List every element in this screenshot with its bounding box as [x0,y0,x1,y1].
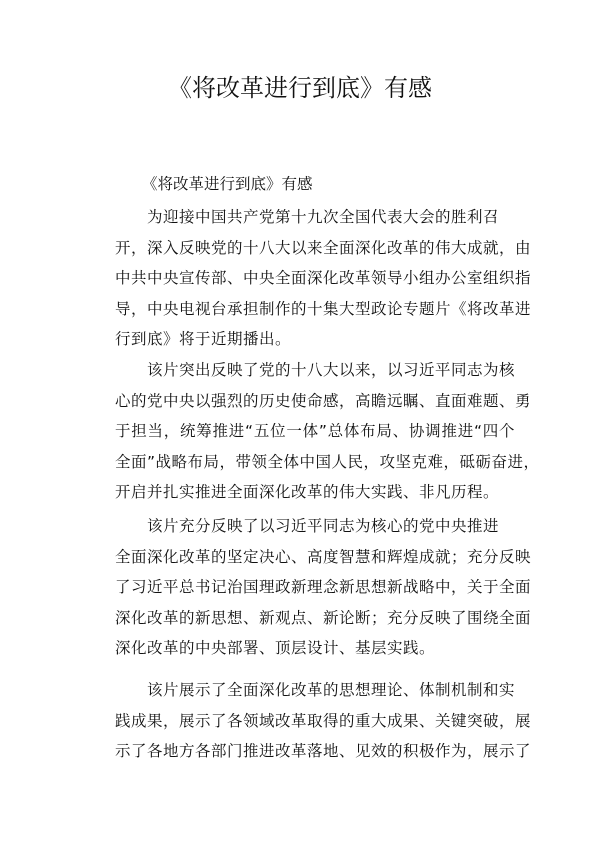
paragraph-line: 全面深化改革的坚定决心、高度智慧和辉煌成就；充分反映 [115,547,532,566]
document-subtitle: 《将改革进行到底》有感 [142,175,313,193]
paragraph-line: 开，深入反映党的十八大以来全面深化改革的伟大成就，由 [115,238,532,257]
paragraph-line: 全面”战略布局，带领全体中国人民，攻坚克难，砥砺奋进， [115,452,540,471]
paragraph-2 [115,355,540,508]
paragraph-line: 导，中央电视台承担制作的十集大型政论专题片《将改革进 [115,299,532,318]
paragraph-line: 了习近平总书记治国理政新理念新思想新战略中，关于全面 [115,578,532,596]
paragraph-line: 心的党中央以强烈的历史使命感，高瞻远瞩、直面难题、勇 [115,391,532,410]
paragraph-line: 该片展示了全面深化改革的思想理论、体制机制和实 [147,681,516,699]
paragraph-line: 该片突出反映了党的十八大以来，以习近平同志为核 [147,361,516,379]
paragraph-line: 为迎接中国共产党第十九次全国代表大会的胜利召 [147,208,500,226]
document-title: 《将改革进行到底》有感 [168,74,432,102]
paragraph-line: 中共中央宣传部、中央全面深化改革领导小组办公室组织指 [115,269,532,287]
paragraph-1 [115,202,532,355]
paragraph-line: 该片充分反映了以习近平同志为核心的党中央推进 [147,517,500,535]
paragraph-4 [115,675,532,767]
paragraph-line: 深化改革的新思想、新观点、新论断；充分反映了围绕全面 [115,608,532,627]
paragraph-line: 示了各地方各部门推进改革落地、见效的积极作为，展示了 [115,742,532,760]
paragraph-3 [115,511,532,664]
paragraph-line: 行到底》将于近期播出。 [115,330,292,348]
paragraph-line: 开启并扎实推进全面深化改革的伟大实践、非凡历程。 [115,483,500,501]
paragraph-line: 深化改革的中央部署、顶层设计、基层实践。 [115,639,436,657]
paragraph-line: 践成果，展示了各领域改革取得的重大成果、关键突破，展 [115,711,532,730]
paragraph-line: 于担当，统筹推进“五位一体”总体布局、协调推进“四个 [115,422,515,440]
